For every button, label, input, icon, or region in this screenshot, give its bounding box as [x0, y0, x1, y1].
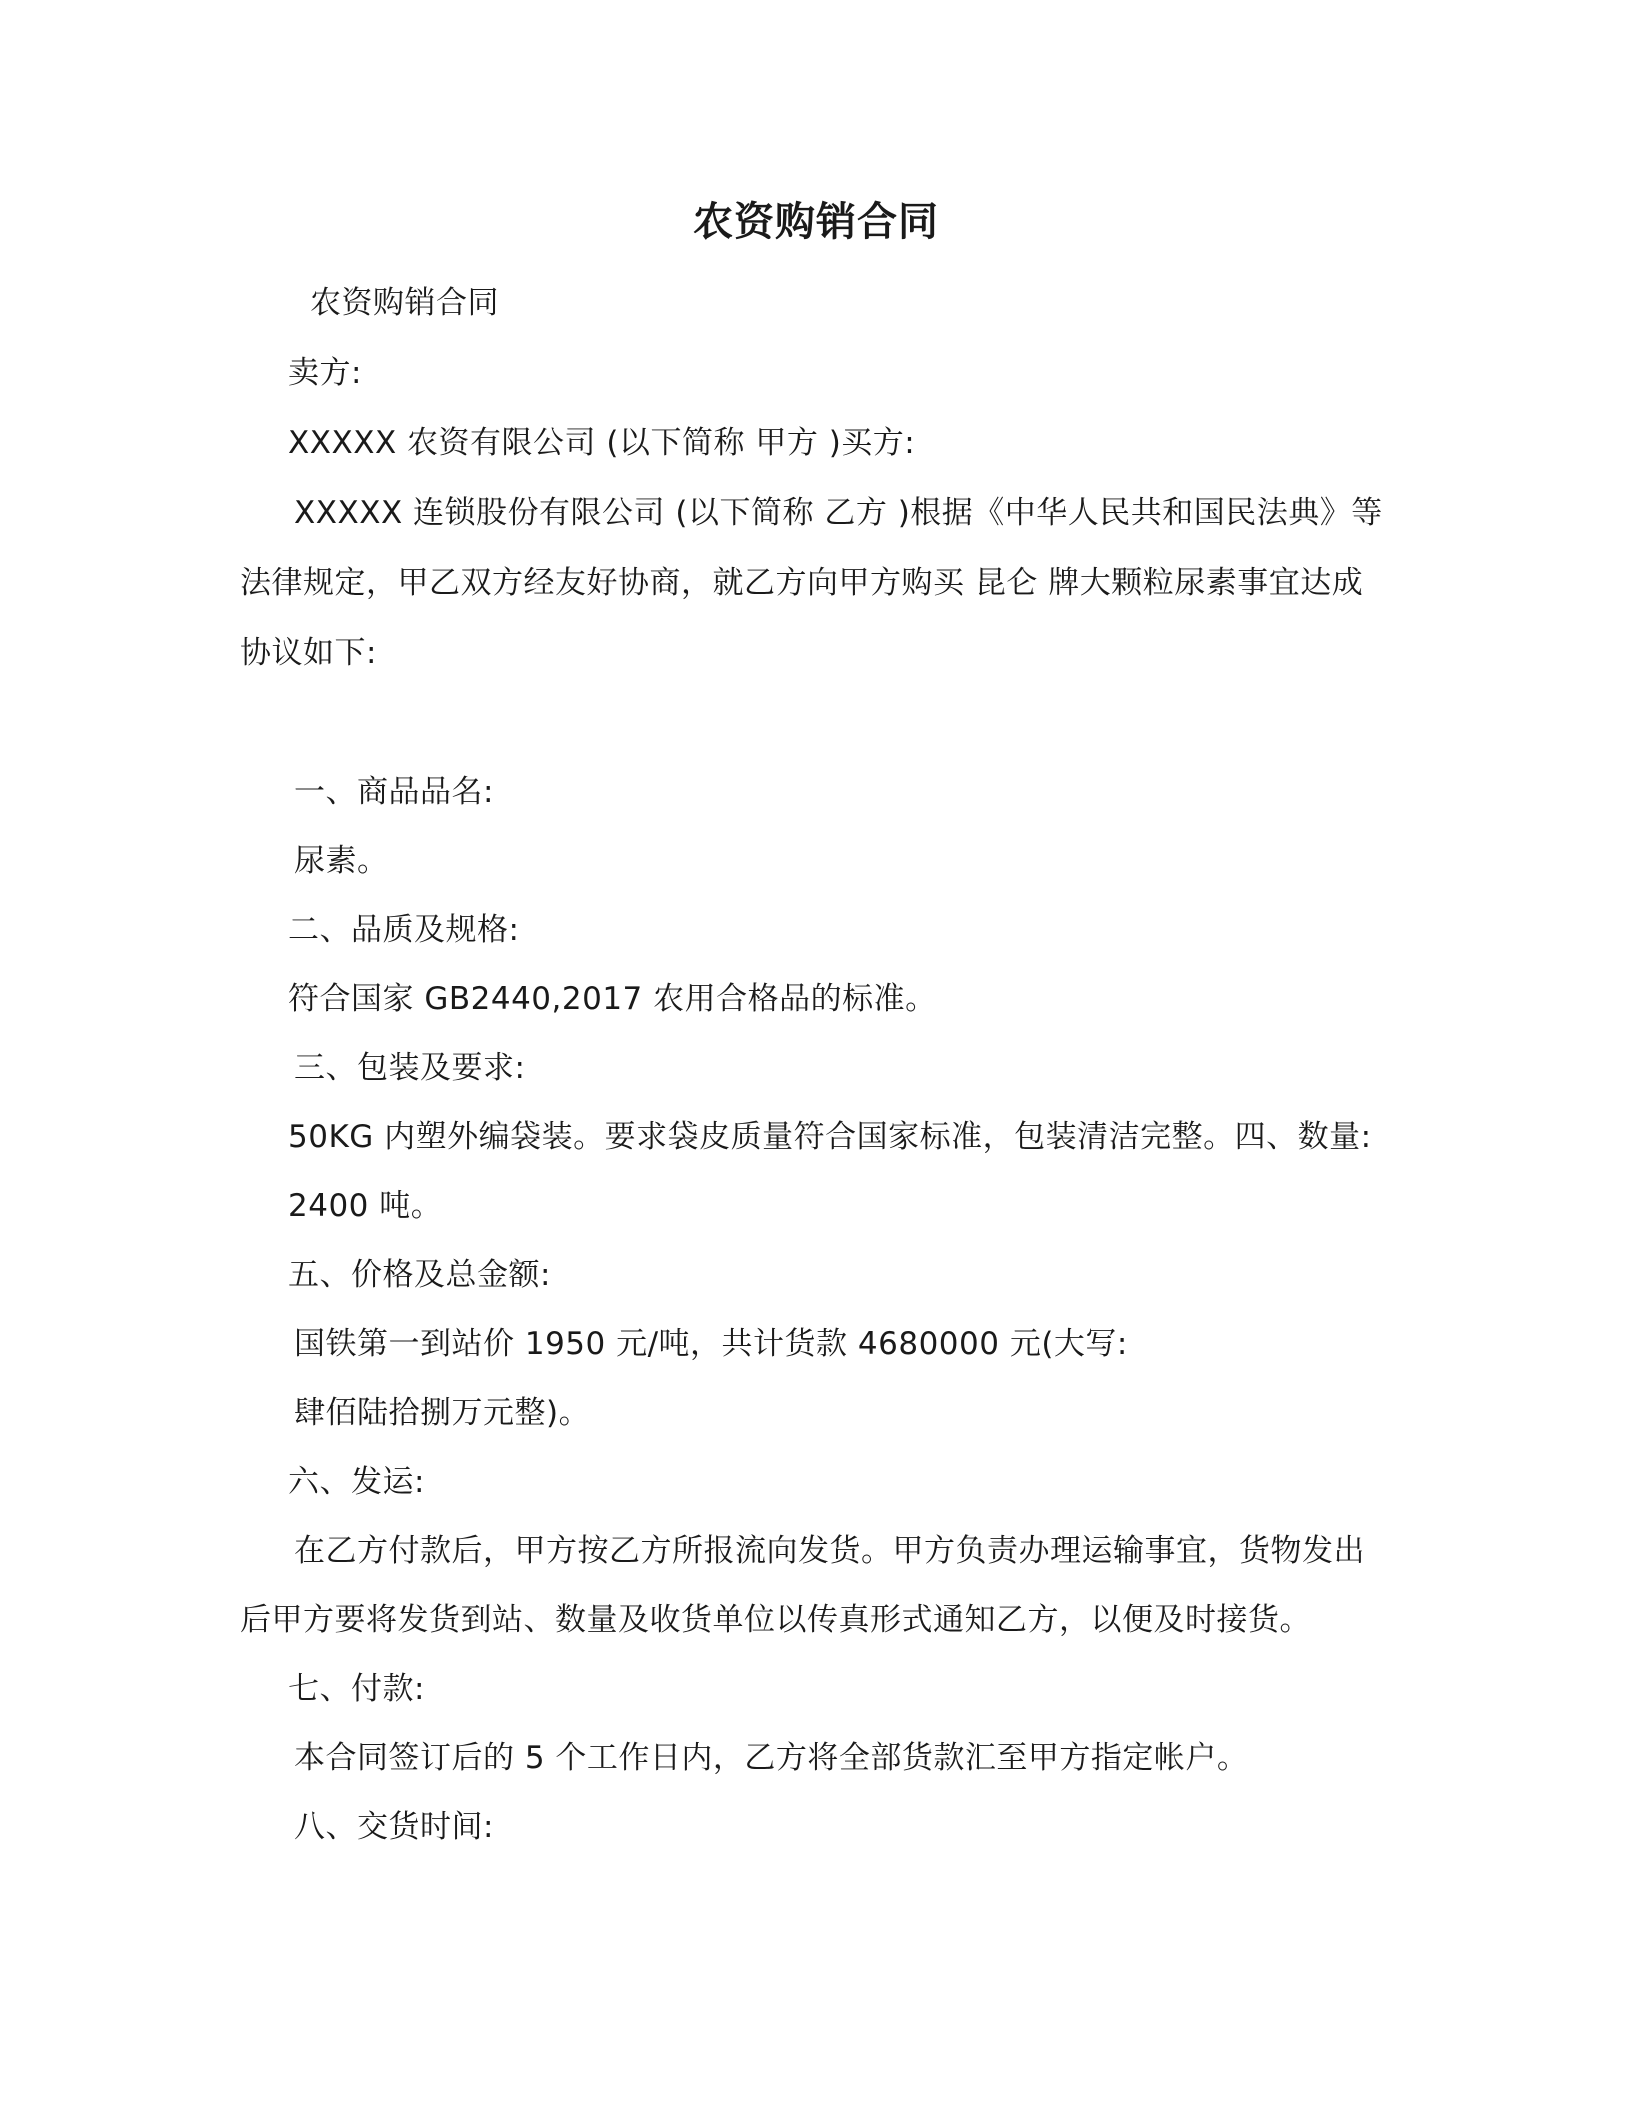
- section-3-heading: 三、包装及要求:: [294, 1050, 526, 1086]
- section-2-heading: 二、品质及规格:: [288, 912, 520, 948]
- section-7-body: 本合同签订后的 5 个工作日内，乙方将全部货款汇至甲方指定帐户。: [294, 1740, 1249, 1776]
- section-3-body: 50KG 内塑外编袋装。要求袋皮质量符合国家标准，包装清洁完整。四、数量:: [288, 1119, 1372, 1155]
- section-1-body: 尿素。: [294, 843, 389, 879]
- section-8-heading: 八、交货时间:: [294, 1809, 494, 1845]
- section-7-heading: 七、付款:: [288, 1671, 425, 1707]
- section-6-body-2: 后甲方要将发货到站、数量及收货单位以传真形式通知乙方，以便及时接货。: [240, 1602, 1311, 1638]
- buyer-name-line: XXXXX 连锁股份有限公司 (以下简称 乙方 )根据《中华人民共和国民法典》等: [294, 495, 1383, 531]
- section-5-body-2: 肆佰陆拾捌万元整)。: [294, 1395, 591, 1431]
- section-1-heading: 一、商品品名:: [294, 774, 494, 810]
- section-6-body-1: 在乙方付款后，甲方按乙方所报流向发货。甲方负责办理运输事宜，货物发出: [294, 1533, 1365, 1569]
- seller-name-line: XXXXX 农资有限公司 (以下简称 甲方 )买方:: [288, 425, 916, 461]
- section-6-heading: 六、发运:: [288, 1464, 425, 1500]
- preamble-line-3: 协议如下:: [240, 635, 377, 671]
- document-title: 农资购销合同: [693, 199, 939, 245]
- section-5-heading: 五、价格及总金额:: [288, 1257, 551, 1293]
- section-2-body: 符合国家 GB2440,2017 农用合格品的标准。: [288, 981, 937, 1017]
- section-4-body: 2400 吨。: [288, 1188, 443, 1224]
- subtitle-line: 农资购销合同: [310, 285, 499, 321]
- section-5-body-1: 国铁第一到站价 1950 元/吨，共计货款 4680000 元(大写:: [294, 1326, 1128, 1362]
- seller-label: 卖方:: [288, 355, 362, 391]
- preamble-line-2: 法律规定，甲乙双方经友好协商，就乙方向甲方购买 昆仑 牌大颗粒尿素事宜达成: [240, 565, 1364, 601]
